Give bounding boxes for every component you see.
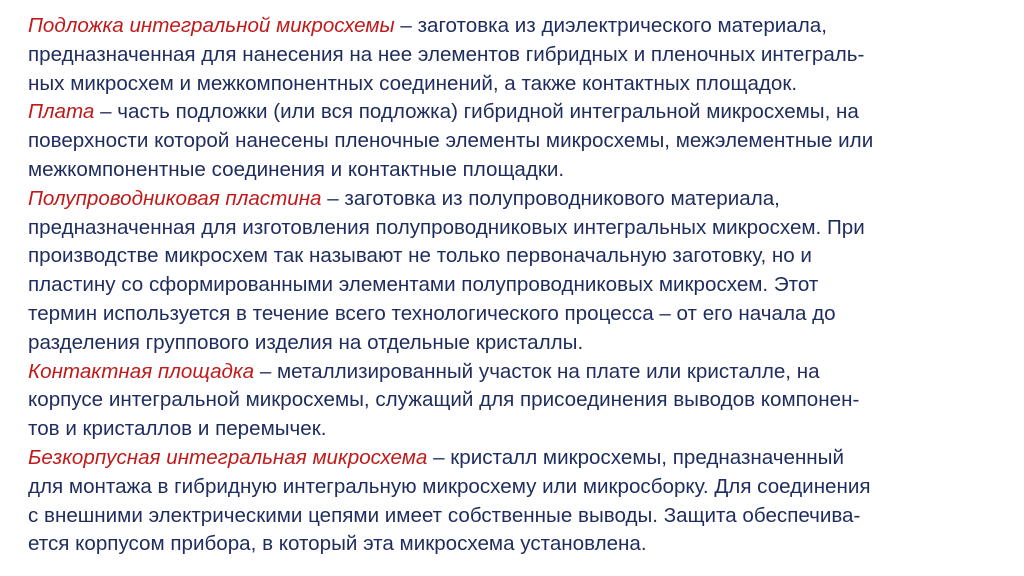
definition-line: предназначенная для изготовления полупроводниковых интегральных микросхем. При: [28, 215, 865, 239]
definition-line: [28, 185, 1004, 214]
definition-text: – часть подложки (или вся подложка) гибридной интегральной микросхемы, на: [94, 100, 859, 124]
definition-line: корпусе интегральной микросхемы, служащий для присоединения выводов компонен-: [28, 388, 860, 412]
definition-line: тов и кристаллов и перемычек.: [28, 417, 327, 441]
definition-wafer: [28, 185, 1004, 358]
definition-text: – кристалл микросхемы, предназначенный: [427, 445, 844, 469]
definition-line: производстве микросхем так называют не только первоначальную заготовку, но и: [28, 244, 812, 268]
definition-substrate: [28, 12, 1004, 98]
term-contact-pad: Контактная площадка: [28, 359, 255, 383]
definition-line: для монтажа в гибридную интегральную микросхему или микросборку. Для соединения: [28, 474, 871, 498]
definition-text: – заготовка из диэлектрического материала,: [394, 14, 827, 37]
term-substrate: Подложка интегральной микросхемы: [28, 14, 395, 37]
definition-line: [28, 12, 1004, 41]
definition-line: межкомпонентные соединения и контактные площадки.: [28, 157, 565, 181]
definition-line: ется корпусом прибора, в который эта микросхема установлена.: [28, 532, 647, 556]
term-wafer: Полупроводниковая пластина: [28, 186, 322, 210]
definition-line: [28, 358, 1004, 387]
definition-line: пластину со сформированными элементами полупроводниковых микросхем. Этот: [28, 273, 819, 297]
definition-line: термин используется в течение всего технологического процесса – от его начала до: [28, 301, 836, 325]
definition-board: [28, 98, 1004, 184]
definition-text: – металлизированный участок на плате или кристалле, на: [254, 359, 820, 383]
definition-line: [28, 98, 1004, 127]
definition-line: ных микросхем и межкомпонентных соединений, а также контактных площадок.: [28, 71, 798, 95]
definition-line: с внешними электрическими цепями имеет собственные выводы. Защита обеспечива-: [28, 503, 861, 527]
definition-line: поверхности которой нанесены пленочные элементы микросхемы, межэлементные или: [28, 129, 874, 153]
definition-contact-pad: [28, 358, 1004, 444]
definition-bare-die: [28, 444, 1004, 559]
definition-line: [28, 444, 1004, 473]
term-bare-die: Безкорпусная интегральная микросхема: [28, 445, 428, 469]
definition-line: предназначенная для нанесения на нее элементов гибридных и пленочных интеграль-: [28, 42, 865, 66]
term-board: Плата: [28, 100, 95, 124]
definition-line: разделения группового изделия на отдельные кристаллы.: [28, 330, 584, 354]
definition-text: – заготовка из полупроводникового материала,: [321, 186, 780, 210]
